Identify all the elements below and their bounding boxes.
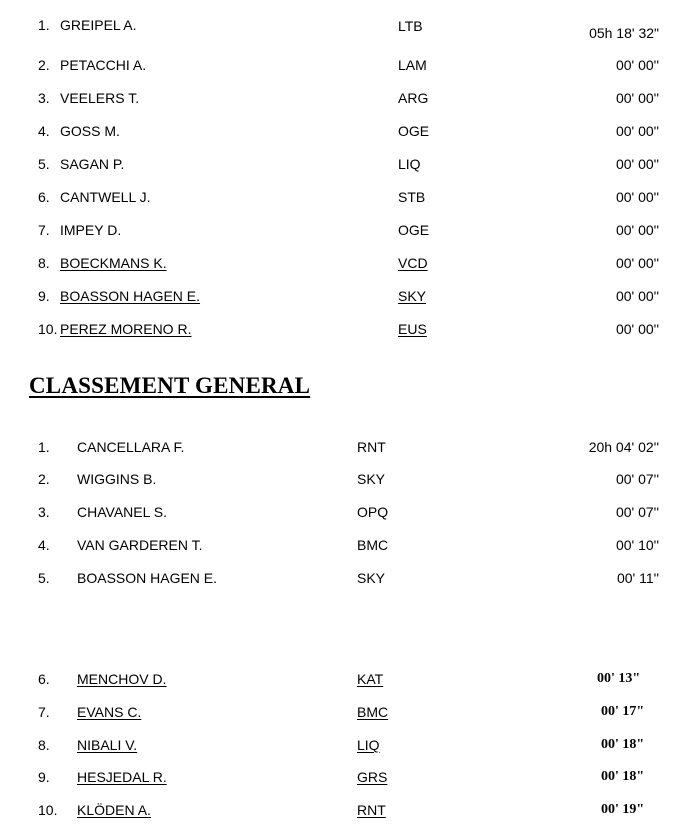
time: 00' 00'' [615, 123, 659, 139]
team-code: RNT [357, 439, 386, 455]
table-row [0, 189, 700, 213]
time: 00' 00'' [615, 189, 659, 205]
table-row [0, 156, 700, 180]
rider-name: PETACCHI A. [60, 57, 147, 73]
rider-name: NIBALI V. [77, 737, 138, 753]
position: 10. [38, 321, 58, 337]
rider-name: BOASSON HAGEN E. [60, 288, 201, 304]
table-row [0, 123, 700, 147]
rider-name: GREIPEL A. [60, 17, 137, 33]
position: 3. [38, 504, 50, 520]
time: 00' 00'' [615, 321, 659, 337]
team-code: ARG [398, 90, 429, 106]
time: 00' 11'' [616, 570, 659, 586]
rider-name: SAGAN P. [60, 156, 125, 172]
position: 3. [38, 90, 50, 106]
team-code: VCD [398, 255, 428, 271]
position: 6. [38, 671, 50, 687]
position: 4. [38, 537, 50, 553]
team-code: BMC [357, 704, 389, 720]
team-code: LAM [398, 57, 427, 73]
table-row [0, 471, 700, 495]
rider-name: EVANS C. [77, 704, 142, 720]
position: 8. [38, 255, 50, 271]
rider-name: WIGGINS B. [77, 471, 157, 487]
time: 00' 18" [601, 769, 645, 784]
table-row [0, 90, 700, 114]
rider-name: VEELERS T. [60, 90, 140, 106]
time: 00' 07'' [615, 504, 659, 520]
table-row [0, 802, 700, 826]
rider-name: CANCELLARA F. [77, 439, 185, 455]
table-row [0, 57, 700, 81]
position: 10. [38, 802, 58, 818]
table-row [0, 737, 700, 761]
table-row [0, 288, 700, 312]
table-row [0, 504, 700, 528]
team-code: STB [398, 189, 426, 205]
general-classification-heading: CLASSEMENT GENERAL [29, 373, 311, 398]
table-row [0, 17, 700, 41]
rider-name: IMPEY D. [60, 222, 122, 238]
time: 00' 00'' [615, 288, 659, 304]
table-row [0, 769, 700, 793]
team-code: KAT [357, 671, 384, 687]
time: 00' 00'' [615, 57, 659, 73]
team-code: SKY [357, 471, 386, 487]
team-code: OGE [398, 222, 430, 238]
time: 00' 00'' [615, 255, 659, 271]
table-row [0, 439, 700, 463]
team-code: LIQ [398, 156, 421, 172]
table-row [0, 570, 700, 594]
position: 6. [38, 189, 50, 205]
rider-name: VAN GARDEREN T. [77, 537, 203, 553]
time: 00' 18" [601, 737, 645, 752]
table-row [0, 704, 700, 728]
position: 5. [38, 156, 50, 172]
team-code: LTB [398, 18, 423, 34]
position: 4. [38, 123, 50, 139]
rider-name: KLÖDEN A. [77, 802, 151, 818]
team-code: OPQ [357, 504, 389, 520]
team-code: GRS [357, 769, 388, 785]
rider-name: CHAVANEL S. [77, 504, 167, 520]
team-code: OGE [398, 123, 430, 139]
rider-name: BOASSON HAGEN E. [77, 570, 218, 586]
time: 20h 04' 02'' [588, 439, 659, 455]
position: 8. [38, 737, 50, 753]
position: 1. [38, 17, 50, 33]
table-row [0, 321, 700, 345]
rider-name: MENCHOV D. [77, 671, 167, 687]
time: 00' 00'' [615, 90, 659, 106]
team-code: RNT [357, 802, 386, 818]
table-row [0, 537, 700, 561]
team-code: SKY [357, 570, 386, 586]
position: 2. [38, 57, 50, 73]
team-code: BMC [357, 537, 389, 553]
position: 7. [38, 704, 50, 720]
team-code: LIQ [357, 737, 380, 753]
table-row [0, 222, 700, 246]
team-code: EUS [398, 321, 427, 337]
position: 9. [38, 769, 50, 785]
time: 00' 00'' [615, 156, 659, 172]
time: 00' 07'' [615, 471, 659, 487]
time: 00' 00'' [615, 222, 659, 238]
rider-name: PEREZ MORENO R. [60, 321, 192, 337]
position: 7. [38, 222, 50, 238]
table-row [0, 671, 700, 695]
time: 00' 17" [601, 704, 645, 719]
table-row [0, 255, 700, 279]
position: 1. [38, 439, 50, 455]
time: 05h 18' 32" [589, 25, 659, 41]
rider-name: HESJEDAL R. [77, 769, 167, 785]
position: 5. [38, 570, 50, 586]
position: 9. [38, 288, 50, 304]
time: 00' 10'' [615, 537, 659, 553]
rider-name: CANTWELL J. [60, 189, 151, 205]
rider-name: GOSS M. [60, 123, 120, 139]
position: 2. [38, 471, 50, 487]
time: 00' 13" [597, 671, 641, 686]
time: 00' 19" [601, 802, 645, 817]
team-code: SKY [398, 288, 427, 304]
rider-name: BOECKMANS K. [60, 255, 167, 271]
